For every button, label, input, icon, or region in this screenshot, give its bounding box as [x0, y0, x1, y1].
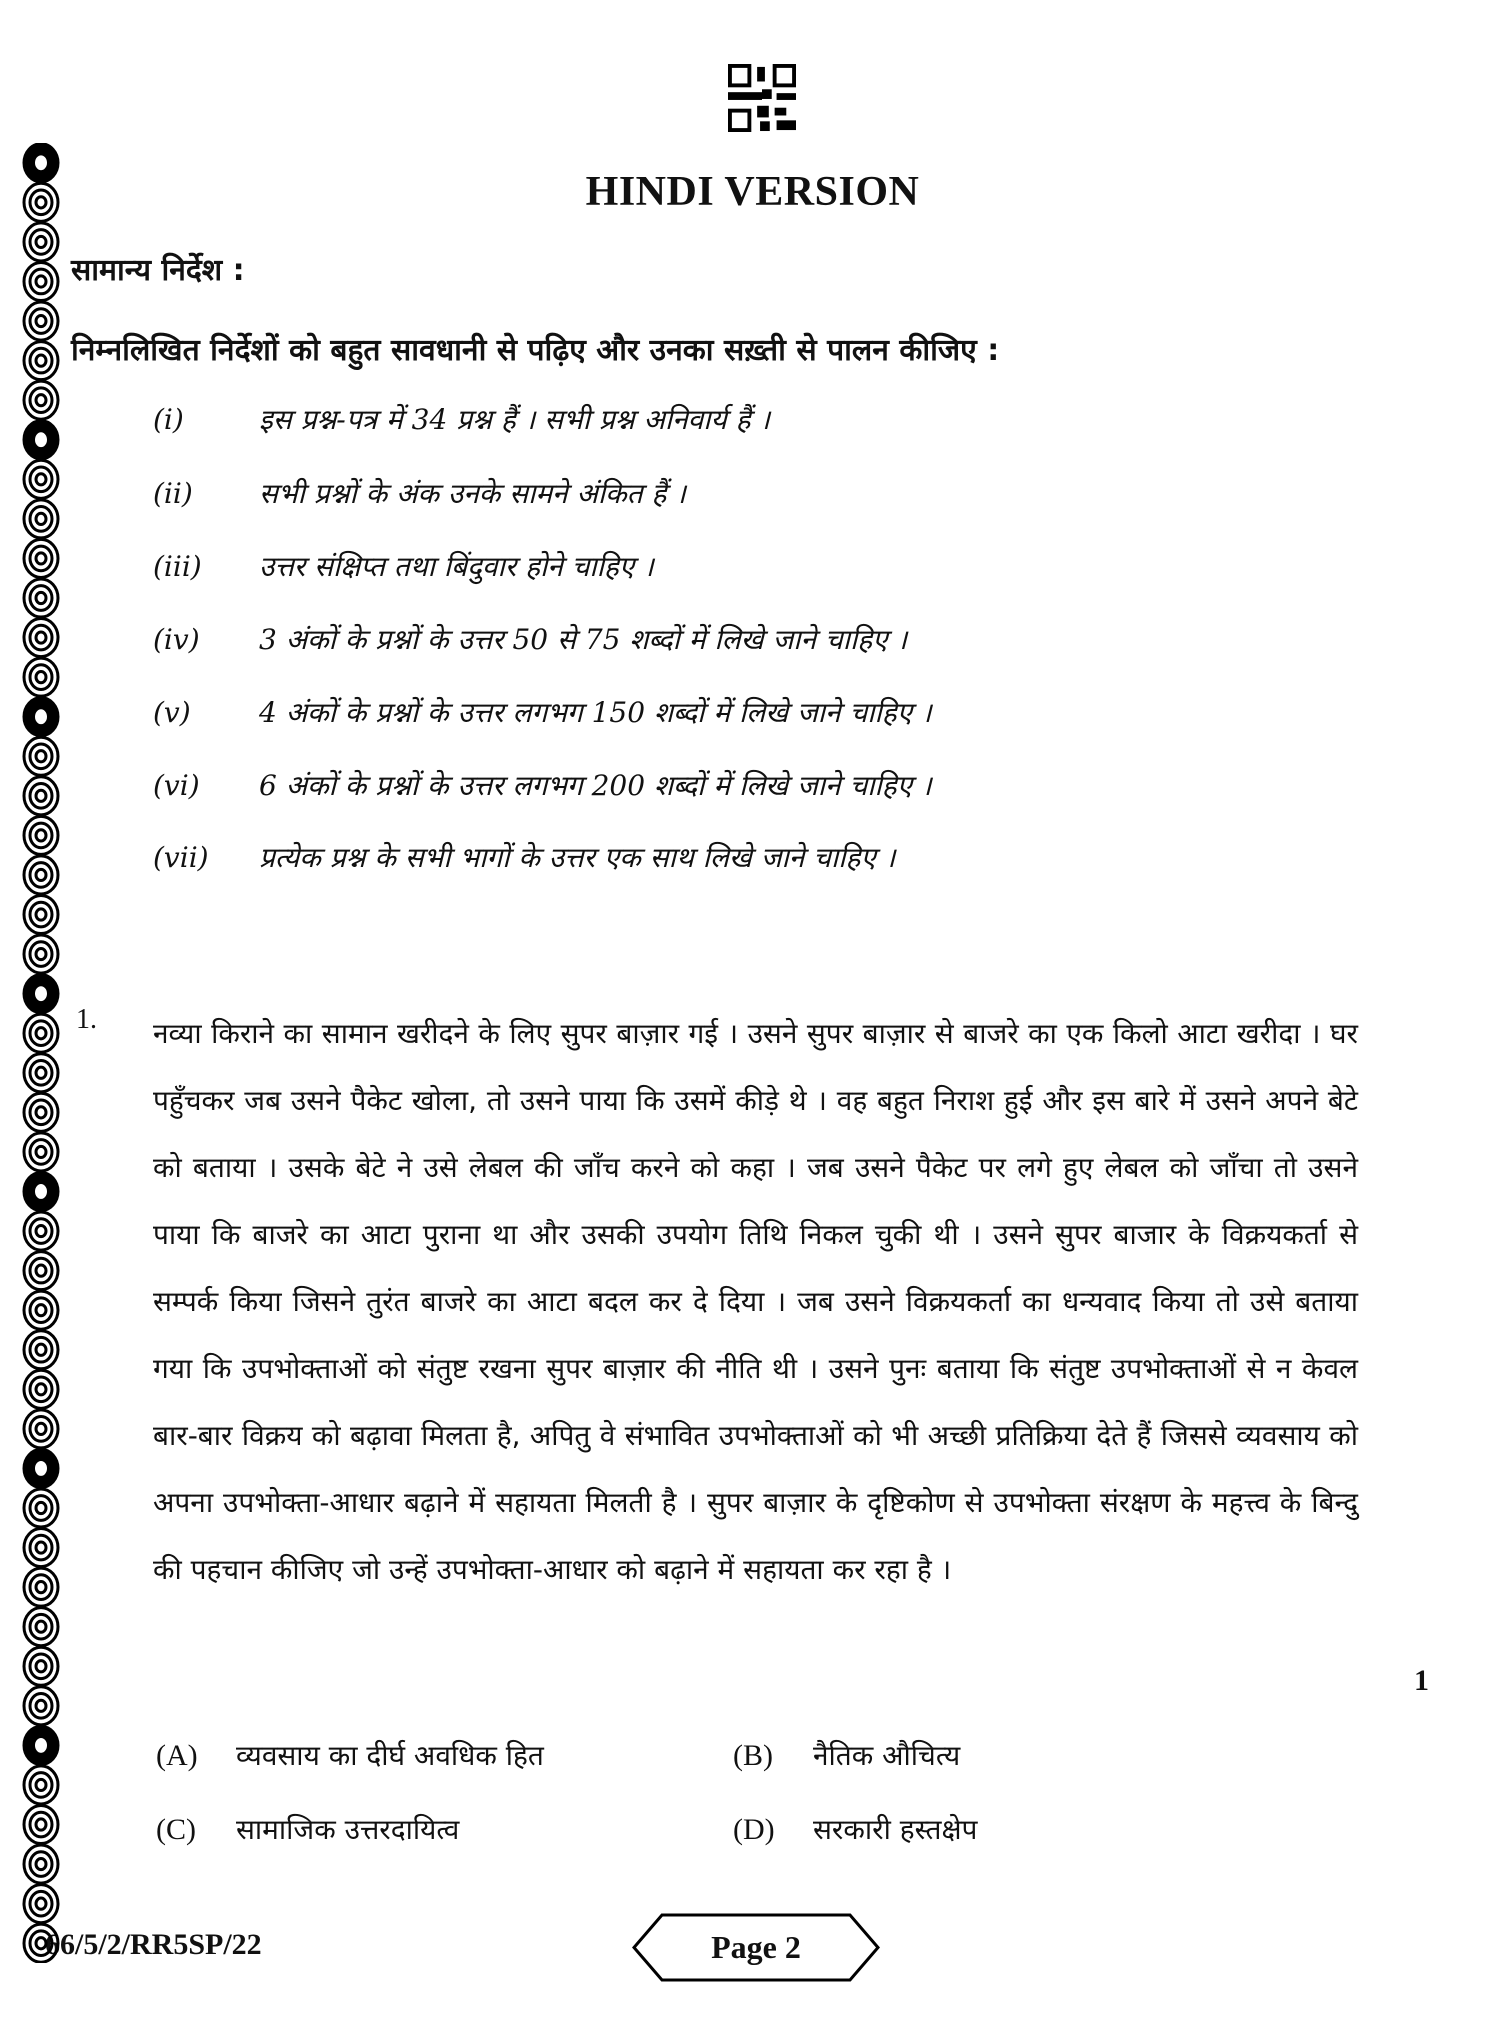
instructions-heading: सामान्य निर्देश : [71, 253, 245, 288]
instruction-item [153, 838, 895, 876]
concentric-circle-icon [24, 1410, 58, 1448]
question-number: 1. [76, 1004, 97, 1035]
concentric-circle-icon [24, 1529, 58, 1567]
concentric-circle-icon [24, 1766, 58, 1804]
option-b [733, 1736, 960, 1774]
concentric-circle-icon [24, 579, 58, 617]
concentric-circle-icon [24, 1568, 58, 1606]
concentric-circle-icon [24, 1647, 58, 1685]
concentric-circle-icon [24, 1924, 58, 1962]
concentric-circle-icon [24, 1608, 58, 1646]
instruction-label: (v) [153, 696, 191, 729]
option-c [156, 1810, 459, 1848]
instruction-text: प्रत्येक प्रश्न के सभी भागों के उत्तर एक साथ लिखे जाने चाहिए । [259, 841, 896, 874]
concentric-circle-icon [24, 539, 58, 577]
concentric-circle-icon [24, 1054, 58, 1092]
concentric-circle-icon [24, 1133, 58, 1171]
concentric-circle-icon [24, 302, 58, 340]
option-label: (D) [733, 1813, 775, 1846]
instruction-text: उत्तर संक्षिप्त तथा बिंदुवार होने चाहिए । [259, 550, 654, 583]
filled-circle-icon [24, 1172, 58, 1210]
question-marks: 1 [1414, 1664, 1429, 1697]
instruction-text: सभी प्रश्नों के अंक उनके सामने अंकित हैं । [259, 477, 686, 510]
option-a [156, 1736, 544, 1774]
instructions-subheading: निम्नलिखित निर्देशों को बहुत सावधानी से पढ़िए और उनका सख़्ती से पालन कीजिए : [71, 333, 1000, 368]
filled-circle-icon [24, 975, 58, 1013]
instruction-item [153, 693, 932, 731]
instruction-label: (vi) [153, 769, 200, 802]
concentric-circle-icon [24, 1845, 58, 1883]
concentric-circle-icon [24, 1687, 58, 1725]
concentric-circle-icon [24, 262, 58, 300]
filled-circle-icon [24, 1449, 58, 1487]
option-text: सरकारी हस्तक्षेप [813, 1813, 978, 1846]
option-d [733, 1810, 977, 1848]
instruction-text: इस प्रश्न-पत्र में 34 प्रश्न हैं । सभी प्रश्न अनिवार्य हैं । [259, 403, 771, 436]
page-number-badge [632, 1913, 880, 1982]
concentric-circle-icon [24, 619, 58, 657]
instruction-text: 4 अंकों के प्रश्नों के उत्तर लगभग 150 शब्दों में लिखे जाने चाहिए । [259, 696, 932, 729]
instruction-item [153, 766, 932, 804]
option-label: (C) [156, 1813, 196, 1846]
filled-circle-icon [24, 421, 58, 459]
question-text: नव्या किराने का सामान खरीदने के लिए सुपर बाज़ार गई । उसने सुपर बाज़ार से बाजरे का एक किलो आटा खरीदा । घर पहुँचकर जब उसने पैकेट खोला, तो उसने पाया कि उसमें कीड़े थे । वह बहुत निराश हुई और इस बारे में उसने अपने बेटे को बताया । उसके बेटे ने उसे लेबल की जाँच करने को कहा । जब उसने पैकेट पर लगे हुए लेबल को जाँचा तो उसने पाया कि बाजरे का आटा पुराना था और उसकी उपयोग तिथि निकल चुकी थी । उसने सुपर बाजार के विक्रयकर्ता से सम्पर्क किया जिसने तुरंत बाजरे का आटा बदल कर दे दिया । जब उसने विक्रयकर्ता का धन्यवाद किया तो उसे बताया गया कि उपभोक्ताओं को संतुष्ट रखना सुपर बाज़ार की नीति थी । उसने पुनः बताया कि संतुष्ट उपभोक्ताओं से न केवल बार-बार विक्रय को बढ़ावा मिलता है, अपितु वे संभावित उपभोक्ताओं को भी अच्छी प्रतिक्रिया देते हैं जिससे व्यवसाय को अपना उपभोक्ता-आधार बढ़ाने में सहायता मिलती है । सुपर बाज़ार के दृष्टिकोण से उपभोक्ता संरक्षण के महत्त्व के बिन्दु की पहचान कीजिए जो उन्हें उपभोक्ता-आधार को बढ़ाने में सहायता कर रहा है । [153, 1017, 1358, 1586]
concentric-circle-icon [24, 1212, 58, 1250]
qr-code [727, 64, 797, 132]
option-text: व्यवसाय का दीर्घ अवधिक हित [236, 1739, 544, 1772]
page-title: HINDI VERSION [585, 169, 920, 215]
instruction-item [153, 400, 770, 438]
margin-circle-border [22, 143, 60, 1963]
concentric-circle-icon [24, 1014, 58, 1052]
concentric-circle-icon [24, 658, 58, 696]
concentric-circle-icon [24, 1252, 58, 1290]
concentric-circle-icon [24, 737, 58, 775]
concentric-circle-icon [24, 342, 58, 380]
option-text: सामाजिक उत्तरदायित्व [236, 1813, 460, 1846]
filled-circle-icon [24, 698, 58, 736]
concentric-circle-icon [24, 500, 58, 538]
concentric-circle-icon [24, 1885, 58, 1923]
concentric-circle-icon [24, 381, 58, 419]
option-text: नैतिक औचित्य [813, 1739, 961, 1772]
concentric-circle-icon [24, 1370, 58, 1408]
filled-circle-icon [24, 144, 58, 182]
concentric-circle-icon [24, 1291, 58, 1329]
paper-code: 66/5/2/RR5SP/22 [45, 1928, 262, 1961]
instruction-label: (ii) [153, 477, 193, 510]
concentric-circle-icon [24, 1805, 58, 1843]
instruction-item [153, 474, 686, 512]
instruction-text: 3 अंकों के प्रश्नों के उत्तर 50 से 75 शब्दों में लिखे जाने चाहिए । [259, 623, 908, 656]
concentric-circle-icon [24, 223, 58, 261]
instruction-item [153, 620, 907, 658]
concentric-circle-icon [24, 895, 58, 933]
concentric-circle-icon [24, 777, 58, 815]
instruction-label: (iii) [153, 550, 202, 583]
concentric-circle-icon [24, 935, 58, 973]
option-label: (B) [733, 1739, 773, 1772]
concentric-circle-icon [24, 460, 58, 498]
page-number: Page 2 [711, 1929, 801, 1965]
concentric-circle-icon [24, 1331, 58, 1369]
instruction-label: (iv) [153, 623, 200, 656]
instruction-text: 6 अंकों के प्रश्नों के उत्तर लगभग 200 शब्दों में लिखे जाने चाहिए । [259, 769, 932, 802]
concentric-circle-icon [24, 183, 58, 221]
option-label: (A) [156, 1739, 198, 1772]
instruction-label: (i) [153, 403, 184, 436]
filled-circle-icon [24, 1726, 58, 1764]
instruction-item [153, 547, 654, 585]
concentric-circle-icon [24, 1093, 58, 1131]
concentric-circle-icon [24, 856, 58, 894]
instruction-label: (vii) [153, 841, 209, 874]
concentric-circle-icon [24, 1489, 58, 1527]
concentric-circle-icon [24, 816, 58, 854]
